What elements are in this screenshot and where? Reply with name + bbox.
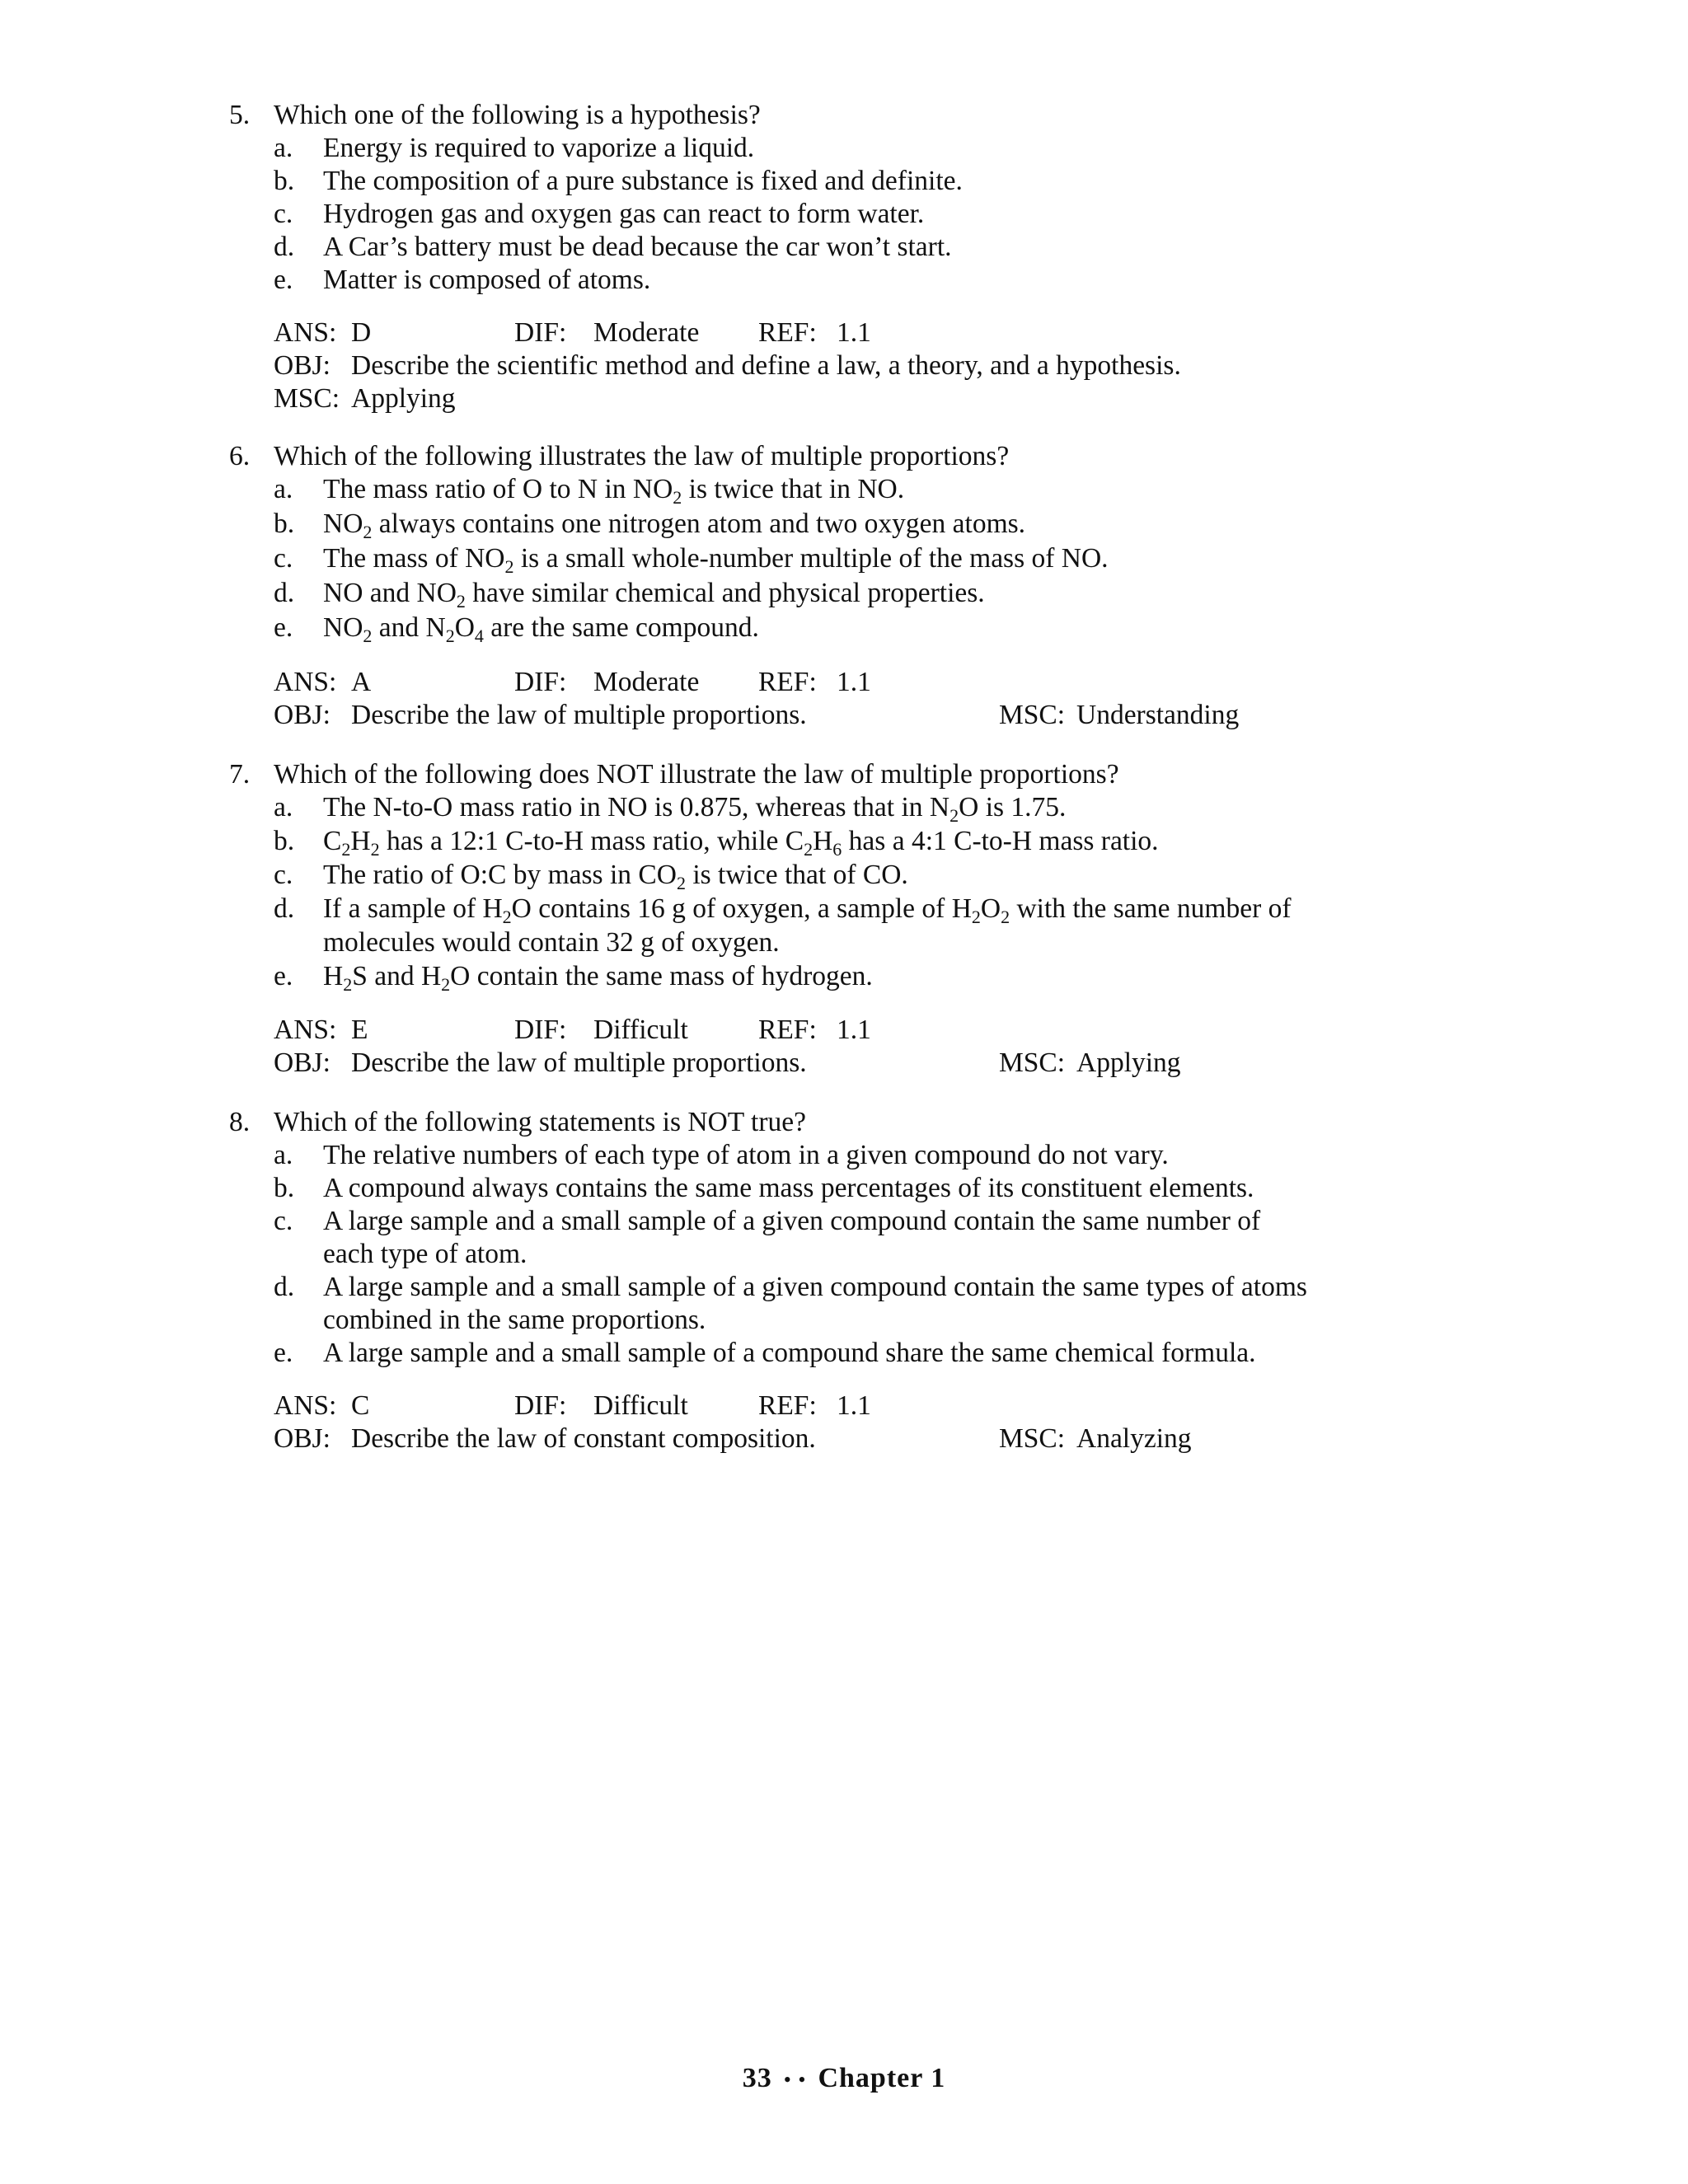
- dif-value: Moderate: [593, 317, 700, 348]
- choice-text: $NO_2$ and $N_2O_4$ are the same compound.: [323, 612, 759, 646]
- choice-letter: d.: [274, 893, 295, 924]
- msc-value: Analyzing: [1076, 1423, 1192, 1454]
- obj-label: OBJ:: [274, 1423, 331, 1454]
- choice-letter: e.: [274, 961, 293, 991]
- choice-e: [229, 960, 1630, 994]
- choice-text: The relative numbers of each type of atom in a given compound do not vary.: [323, 1140, 1169, 1170]
- choice-c: [229, 859, 1630, 893]
- ans-label: ANS:: [274, 1390, 337, 1421]
- obj-label: OBJ:: [274, 350, 331, 381]
- choice-letter: d.: [274, 1272, 295, 1302]
- ref-value: 1.1: [837, 1015, 871, 1045]
- choice-letter: c.: [274, 199, 293, 229]
- choice-letter: a.: [274, 1140, 293, 1170]
- msc-label: MSC:: [999, 700, 1066, 730]
- ans-value: C: [351, 1390, 370, 1421]
- choice-text: If a sample of $H_2O$ contains 16 g of oxygen, a sample of $H_2O_2$ with the same number of: [323, 893, 1292, 927]
- question-number: 6.: [229, 441, 251, 471]
- choice-text: A compound always contains the same mass percentages of its constituent elements.: [323, 1173, 1254, 1203]
- choice-letter: b.: [274, 826, 295, 856]
- choice-c: [229, 542, 1630, 577]
- choice-e: [229, 264, 1630, 297]
- choice-b: [229, 825, 1630, 859]
- choice-continuation: molecules would contain 32 g of oxygen.: [323, 927, 780, 958]
- ans-value: D: [351, 317, 372, 348]
- question-stem: Which of the following does NOT illustrate the law of multiple proportions?: [274, 759, 1119, 790]
- dif-label: DIF:: [514, 317, 567, 348]
- dif-label: DIF:: [514, 1390, 567, 1421]
- answer-metadata: [229, 1014, 1630, 1080]
- choice-text: The mass ratio of O to N in $NO_2$ is twice that in NO.: [323, 474, 905, 508]
- question-stem-line: [229, 1106, 1630, 1139]
- obj-value: Describe the law of multiple proportions.: [351, 1047, 807, 1078]
- choice-text: The N-to-O mass ratio in NO is 0.875, whereas that in $N_2O$ is 1.75.: [323, 792, 1067, 826]
- choice-text: Energy is required to vaporize a liquid.: [323, 133, 755, 163]
- page-footer: [0, 2063, 1688, 2094]
- choice-letter: b.: [274, 166, 295, 196]
- choice-text: A Car’s battery must be dead because the car won’t start.: [323, 232, 952, 262]
- choice-letter: e.: [274, 1338, 293, 1368]
- obj-value: Describe the law of constant composition.: [351, 1423, 816, 1454]
- question-stem: Which one of the following is a hypothesis?: [274, 100, 761, 130]
- choice-letter: c.: [274, 543, 293, 574]
- choice-e: [229, 612, 1630, 646]
- choice-letter: a.: [274, 792, 293, 823]
- choice-letter: d.: [274, 578, 295, 608]
- choice-letter: c.: [274, 860, 293, 890]
- choice-text: The mass of $NO_2$ is a small whole-number multiple of the mass of NO.: [323, 543, 1109, 577]
- dif-label: DIF:: [514, 667, 567, 697]
- choice-text: Hydrogen gas and oxygen gas can react to form water.: [323, 199, 925, 229]
- ans-label: ANS:: [274, 317, 337, 348]
- msc-value: Applying: [351, 383, 456, 414]
- ans-value: A: [351, 667, 372, 697]
- choice-continuation: combined in the same proportions.: [323, 1305, 706, 1335]
- choice-b: [229, 1172, 1630, 1205]
- answer-metadata: [229, 316, 1630, 415]
- msc-label: MSC:: [999, 1047, 1066, 1078]
- question-8: [229, 1106, 1630, 1455]
- ref-label: REF:: [758, 667, 817, 697]
- ref-label: REF:: [758, 1390, 817, 1421]
- choice-a: [229, 132, 1630, 165]
- choice-a: [229, 1139, 1630, 1172]
- obj-value: Describe the scientific method and define a law, a theory, and a hypothesis.: [351, 350, 1181, 381]
- msc-label: MSC:: [274, 383, 340, 414]
- chapter-label: Chapter 1: [818, 2063, 946, 2093]
- ans-value: E: [351, 1015, 368, 1045]
- question-stem-line: [229, 99, 1630, 132]
- question-5: [229, 99, 1630, 415]
- choice-d: [229, 1271, 1630, 1304]
- answer-metadata: [229, 1390, 1630, 1455]
- choice-text: Matter is composed of atoms.: [323, 265, 651, 295]
- choice-letter: a.: [274, 474, 293, 504]
- choice-d: [229, 893, 1630, 926]
- question-number: 5.: [229, 100, 251, 130]
- choice-text: The ratio of O:C by mass in $CO_2$ is twice that of CO.: [323, 860, 908, 893]
- choice-letter: c.: [274, 1206, 293, 1236]
- ans-label: ANS:: [274, 1015, 337, 1045]
- choice-e: [229, 1337, 1630, 1370]
- dif-value: Difficult: [593, 1015, 688, 1045]
- question-stem: Which of the following illustrates the law of multiple proportions?: [274, 441, 1010, 471]
- choice-letter: b.: [274, 509, 295, 539]
- choice-letter: d.: [274, 232, 295, 262]
- choice-d: [229, 231, 1630, 264]
- obj-label: OBJ:: [274, 700, 331, 730]
- choice-continuation: each type of atom.: [323, 1239, 528, 1269]
- choice-letter: e.: [274, 612, 293, 643]
- ref-label: REF:: [758, 1015, 817, 1045]
- footer-separator: • •: [783, 2068, 807, 2092]
- choice-text: $C_2H_2$ has a 12:1 C-to-H mass ratio, while $C_2H_6$ has a 4:1 C-to-H mass ratio.: [323, 826, 1159, 860]
- choice-text: $H_2S$ and $H_2O$ contain the same mass of hydrogen.: [323, 961, 873, 995]
- obj-label: OBJ:: [274, 1047, 331, 1078]
- choice-text: A large sample and a small sample of a given compound contain the same types of atoms: [323, 1272, 1307, 1302]
- dif-value: Difficult: [593, 1390, 688, 1421]
- choice-text: $NO_2$ always contains one nitrogen atom and two oxygen atoms.: [323, 509, 1026, 542]
- question-6: [229, 440, 1630, 732]
- choice-letter: b.: [274, 1173, 295, 1203]
- choice-letter: e.: [274, 265, 293, 295]
- choice-letter: a.: [274, 133, 293, 163]
- msc-label: MSC:: [999, 1423, 1066, 1454]
- choice-c: [229, 198, 1630, 231]
- ref-value: 1.1: [837, 667, 871, 697]
- choice-c: [229, 1205, 1630, 1238]
- ref-value: 1.1: [837, 1390, 871, 1421]
- choice-a: [229, 791, 1630, 825]
- obj-value: Describe the law of multiple proportions.: [351, 700, 807, 730]
- choice-text: A large sample and a small sample of a given compound contain the same number of: [323, 1206, 1261, 1236]
- question-7: [229, 758, 1630, 1080]
- dif-value: Moderate: [593, 667, 700, 697]
- dif-label: DIF:: [514, 1015, 567, 1045]
- choice-text: NO and $NO_2$ have similar chemical and physical properties.: [323, 578, 985, 612]
- answer-metadata: [229, 666, 1630, 732]
- msc-value: Applying: [1076, 1047, 1181, 1078]
- choice-b: [229, 165, 1630, 198]
- choice-b: [229, 508, 1630, 542]
- choice-text: The composition of a pure substance is fixed and definite.: [323, 166, 963, 196]
- ref-label: REF:: [758, 317, 817, 348]
- choice-a: [229, 473, 1630, 508]
- page-number: 33: [742, 2063, 772, 2093]
- ans-label: ANS:: [274, 667, 337, 697]
- question-stem: Which of the following statements is NOT true?: [274, 1107, 806, 1137]
- question-number: 8.: [229, 1107, 251, 1137]
- question-stem-line: [229, 440, 1630, 473]
- question-stem-line: [229, 758, 1630, 791]
- ref-value: 1.1: [837, 317, 871, 348]
- choice-text: A large sample and a small sample of a compound share the same chemical formula.: [323, 1338, 1256, 1368]
- msc-value: Understanding: [1076, 700, 1240, 730]
- question-number: 7.: [229, 759, 251, 790]
- choice-d: [229, 577, 1630, 612]
